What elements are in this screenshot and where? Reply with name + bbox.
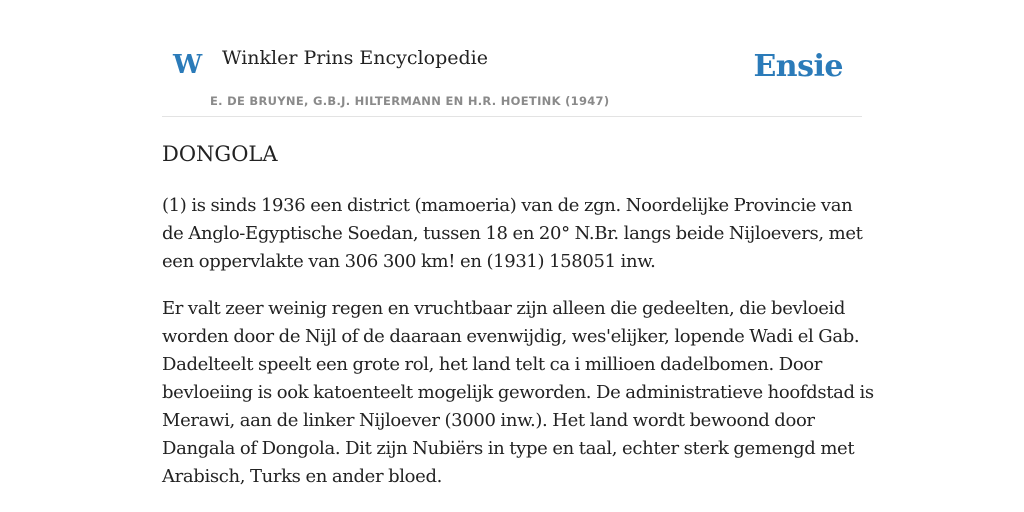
entry-title: DONGOLA bbox=[162, 142, 278, 166]
entry-paragraph: Er valt zeer weinig regen en vruchtbaar zijn alleen die gedeelten, die bevloeid worden door de Nijl of de daaraan evenwijdig, wes'elijker, lopende Wadi el Gab. Dadelteelt speelt een grote rol, het land telt ca i millioen dadelbomen. Door bevloeiing is ook katoenteelt mogelijk geworden. De administratieve hoofdstad is Merawi, aan de linker Nijloever (3000 inw.). Het land wordt bewoond door Dangala of Dongola. Dit zijn Nubiërs in type en taal, echter sterk gemengd met Arabisch, Turks en ander bloed. bbox=[162, 298, 874, 487]
book-header bbox=[162, 0, 862, 117]
entry-content bbox=[162, 138, 874, 491]
book-authors: E. DE BRUYNE, G.B.J. HILTERMANN EN H.R. HOETINK (1947) bbox=[210, 94, 610, 108]
book-logo[interactable]: W bbox=[173, 50, 203, 80]
book-title[interactable]: Winkler Prins Encyclopedie bbox=[222, 47, 488, 69]
ensie-logo[interactable]: Ensie bbox=[753, 49, 843, 84]
entry-paragraph: (1) is sinds 1936 een district (mamoeria) van de zgn. Noordelijke Provincie van de Anglo-Egyptische Soedan, tussen 18 en 20° N.Br. langs beide Nijloevers, met een oppervlakte van 306 300 km! en (1931) 158051 inw. bbox=[162, 195, 863, 272]
